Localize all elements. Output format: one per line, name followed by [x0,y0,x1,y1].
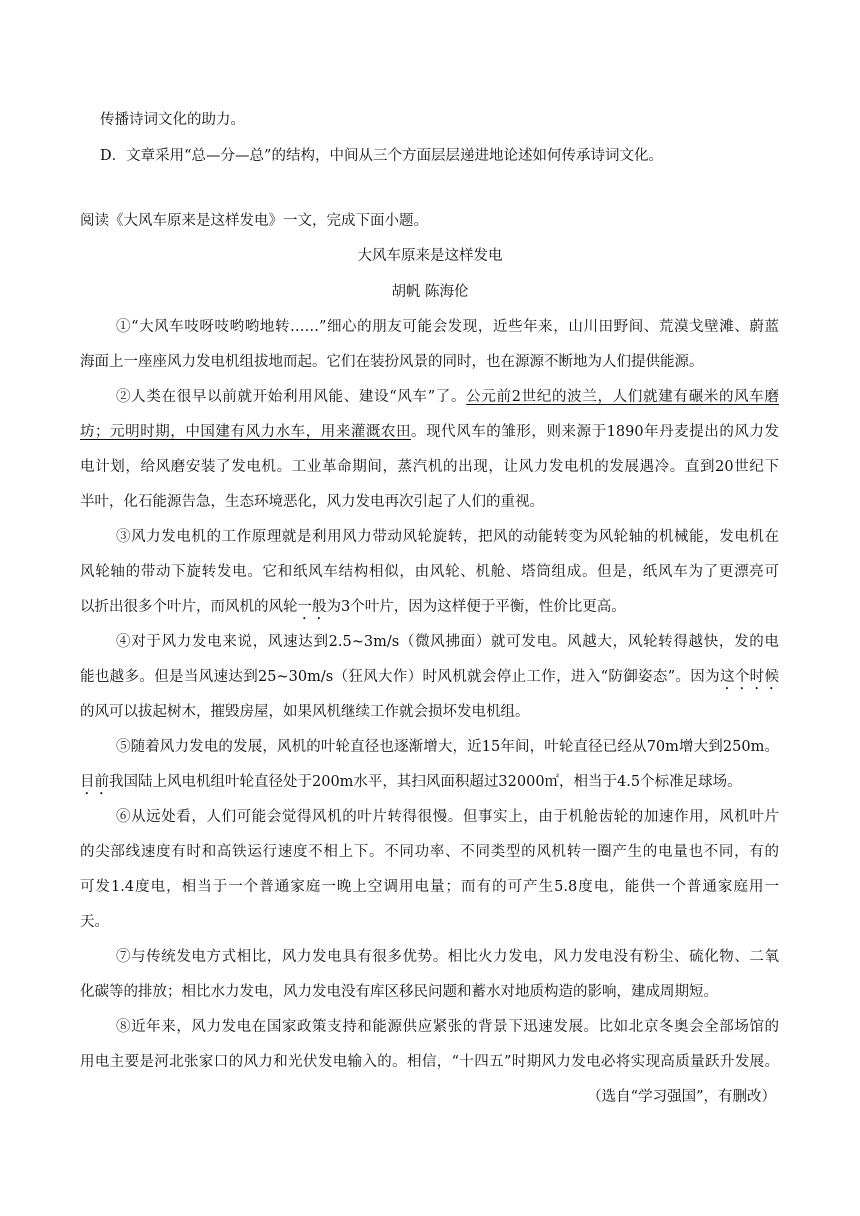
text-line: 天。 [80,914,109,930]
option-c-tail: 传播诗词文化的助力。 [100,112,245,128]
text-line: 可发1.4度电，相当于一个普通家庭一晚上空调用电量；而有的可产生5.8度电，能供一个普通家庭用一 [80,879,779,895]
text-line: 化碳等的排放；相比水力发电，风力发电没有库区移民问题和蓄水对地质构造的影响，建成周期短。 [80,984,718,1000]
article-title: 大风车原来是这样发电 [357,248,503,264]
article-authors: 胡帆 陈海伦 [391,284,469,300]
text-line [80,667,779,693]
option-d: D．文章采用“总—分—总”的结构，中间从三个方面层层递进地论述如何传承诗词文化。 [100,148,663,164]
text-span: 能也越多。但是当风速达到25~30m/s（狂风大作）时风机就会停止工作，进入“防御姿态”。因为 [80,669,720,685]
text-line [80,772,742,798]
text-line: 半叶，化石能源告急，生态环境恶化，风力发电再次引起了人们的重视。 [80,494,544,510]
text-span: ②人类在很早以前就开始利用风能、建设“风车”了。 [116,389,467,405]
text-line [116,387,779,407]
text-line: 的风可以拔起树木，摧毁房屋，如果风机继续工作就会损坏发电机组。 [80,704,530,720]
text-line: ③风力发电机的工作原理就是利用风力带动风轮旋转，把风的动能转变为风轮轴的机械能，发电机在 [116,529,779,545]
text-line: ⑦与传统发电方式相比，风力发电具有很多优势。相比火力发电，风力发电没有粉尘、硫化物、二氧 [116,949,779,965]
text-line: 用电主要是河北张家口的风力和光伏发电输入的。相信，“十四五”时期风力发电必将实现高质量跃升发展。 [80,1054,779,1070]
reading-instruction: 阅读《大风车原来是这样发电》一文，完成下面小题。 [80,213,428,229]
text-line: 电计划，给风磨安装了发电机。工业革命期间，蒸汽机的出现，让风力发电机的发展遇冷。直到20世纪下 [80,459,779,475]
text-span: 我国陆上风电机组叶轮直径处于200m水平，其扫风面积超过32000㎡，相当于4.5个标准足球场。 [109,774,742,790]
underlined-text: 公元前2世纪的波兰，人们就建有碾米的风车磨 [466,389,779,405]
text-span: 以折出很多个叶片，而风机的风轮 [80,599,298,615]
emphasized-text: 这个时候 [719,669,779,685]
text-line: ⑧近年来，风力发电在国家政策支持和能源供应紧张的背景下迅速发展。比如北京冬奥会全部场馆的 [116,1019,779,1035]
text-span: 为3个叶片，因为这样便于平衡，性价比更高。 [326,599,626,615]
text-line [80,597,626,623]
article-source: （选自“学习强国”，有删改） [587,1089,776,1105]
text-line: ⑤随着风力发电的发展，风机的叶轮直径也逐渐增大，近15年间，叶轮直径已经从70m增大到250m。 [116,739,779,755]
underlined-text: 坊；元明时期，中国建有风力水车，用来灌溉农田 [80,424,412,440]
text-span: 。现代风车的雏形，则来源于1890年丹麦提出的风力发 [411,424,779,440]
text-line: ④对于风力发电来说，风速达到2.5~3m/s（微风拂面）就可发电。风越大，风轮转得越快，发的电 [116,634,779,650]
text-line [80,422,779,442]
text-line: ①“大风车吱呀吱哟哟地转……”细心的朋友可能会发现，近些年来，山川田野间、荒漠戈壁滩、蔚蓝 [116,319,779,335]
emphasized-text: 一般 [297,599,327,615]
text-line: 风轮轴的带动下旋转发电。它和纸风车结构相似，由风轮、机舱、塔筒组成。但是，纸风车为了更漂亮可 [80,564,779,580]
text-line: 的尖部线速度有时和高铁运行速度不相上下。不同功率、不同类型的风机转一圈产生的电量也不同，有的 [80,844,779,860]
emphasized-text: 目前 [80,774,109,790]
text-line: ⑥从远处看，人们可能会觉得风机的叶片转得很慢。但事实上，由于机舱齿轮的加速作用，风机叶片 [116,809,779,825]
text-line: 海面上一座座风力发电机组拔地而起。它们在装扮风景的同时，也在源源不断地为人们提供能源。 [80,354,704,370]
